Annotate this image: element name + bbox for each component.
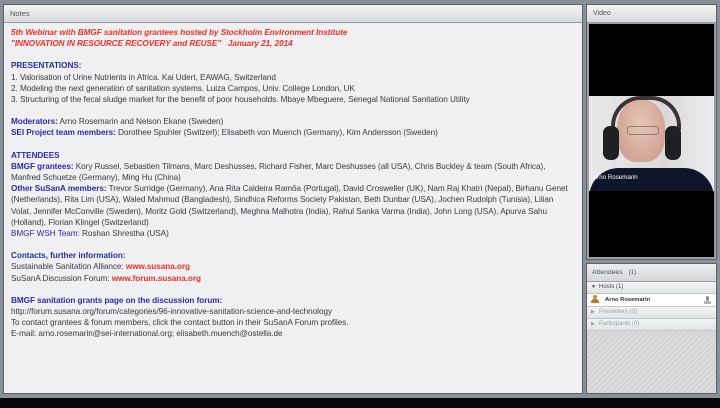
attendee-row[interactable] (587, 294, 716, 307)
group-participants-label: Participants (0) (599, 321, 640, 327)
presentation-item: 3. Structuring of the fecal sludge market for the benefit of poor households. Mbaye Mbeguere, Senegal National Sanitation Utility (11, 95, 470, 105)
contacts-heading: Contacts, further information: (11, 251, 126, 261)
webinar-subtitle: "INNOVATION IN RESOURCE RECOVERY and REUSE" January 21, 2014 (11, 39, 293, 49)
moderators-line (11, 116, 575, 127)
wsh-team-value: Roshan Shrestha (USA) (79, 229, 169, 239)
presentation-item: 1. Valorisation of Urine Nutrients in Africa. Kai Udert, EAWAG, Switzerland (11, 72, 276, 82)
bottom-bar (0, 398, 720, 408)
group-presenters-label: Presenters (0) (599, 309, 638, 315)
ssa-line (11, 261, 575, 272)
susana-members-label: Other SuSanA members: (11, 184, 107, 194)
expand-right-icon: ▶ (591, 321, 595, 327)
attendee-name: Arno Rosemarin (605, 297, 651, 303)
attendees-title: Attendees (592, 269, 623, 276)
wsh-team-line (11, 228, 575, 239)
group-hosts[interactable] (587, 282, 716, 294)
ssa-label: Sustainable Sanitation Alliance: (11, 262, 126, 272)
susana-members-value: Trevor Surridge (Germany), Ana Rita Caldeira Ramôa (Portugal), David Crosweller (UK), Nam Raj Khatri (Nepal), Birhanu Genet (Netherlands), Rita Lim (USA), Waled Mahmud (Bangladesh), Sindhica Reforms Society Pakistan, Beth Dunbar (USA), Jochen Rudolph (Tunisia), Lilian Volat, Jennifer McConville (Sweden), Moritz Gold (Switzerland), Meghna Malhotra (India), Rahul Sanka Varma (India), John Long (USA), Apurva Sahu (Holland), Florian Klingel (Switzerland) (11, 184, 568, 227)
grants-url: http://forum.susana.org/forum/categories/96-innovative-sanitation-science-and-technology (11, 307, 333, 317)
sei-team-value: Dorothee Spuhler (Switzerl); Elisabeth von Muench (Germany), Kim Andersson (Sweden) (115, 128, 438, 138)
speaker-name-label: Arno Rosemarin (593, 174, 638, 181)
sei-team-line (11, 127, 575, 138)
presentations-heading: PRESENTATIONS: (11, 61, 82, 71)
group-participants[interactable] (587, 319, 716, 331)
notes-pod-header[interactable]: Notes (4, 5, 582, 23)
attendees-pod (586, 263, 717, 394)
bmgf-grantees-line (11, 161, 575, 183)
headphone-right (665, 126, 681, 160)
expand-down-icon: ▼ (591, 284, 596, 290)
susana-members-line (11, 183, 575, 228)
group-presenters[interactable] (587, 307, 716, 319)
attendees-heading: ATTENDEES (11, 150, 60, 160)
webinar-title: 5th Webinar with BMGF sanitation grantees hosted by Stockholm Environment Institute (11, 28, 348, 37)
microphone-icon (704, 296, 711, 304)
forum-label: SuSanA Discussion Forum: (11, 273, 112, 283)
forum-link[interactable]: www.forum.susana.org (111, 273, 201, 283)
expand-right-icon: ▶ (591, 309, 595, 315)
group-hosts-label: Hosts (1) (599, 284, 624, 290)
notes-content[interactable] (4, 23, 582, 344)
webcam-feed (589, 96, 714, 191)
notes-pod (3, 4, 583, 394)
video-area (589, 24, 714, 257)
host-icon (591, 295, 599, 303)
moderators-label: Moderators: (11, 117, 58, 127)
email-line: E-mail: arno.rosemarin@sei-international.org; elisabeth.muench@ostella.de (11, 329, 283, 339)
ssa-link[interactable]: www.susana.org (125, 262, 190, 272)
video-pod (586, 4, 717, 260)
attendees-pod-header[interactable] (587, 264, 716, 282)
presentation-item: 2. Modeling the next generation of sanitation systems. Luiza Campos, Univ. College London, UK (11, 83, 355, 93)
bmgf-grantees-value: Kory Russel, Sebastien Tilmans, Marc Deshusses, Richard Fisher, Marc Deshusses (all USA), Chris Buckley & team (South Africa), Manfred Schuetze (Germany), Ming Hu (China) (11, 161, 546, 183)
headphone-left (603, 126, 619, 160)
bmgf-grantees-label: BMGF grantees: (11, 161, 74, 171)
video-pod-header[interactable]: Video (587, 5, 716, 23)
grants-heading: BMGF sanitation grants page on the discussion forum: (11, 295, 223, 305)
wsh-team-label: BMGF WSH Team: (11, 229, 80, 239)
forum-line (11, 273, 575, 284)
attendees-count: (1) (628, 270, 636, 276)
contact-instructions: To contact grantees & forum members, click the contact button in their SuSanA Forum profiles. (11, 318, 349, 328)
moderators-value: Arno Rosemarin and Nelson Ekane (Sweden) (57, 117, 224, 127)
sei-team-label: SEI Project team members: (11, 128, 116, 138)
speaker-glasses (627, 126, 659, 135)
